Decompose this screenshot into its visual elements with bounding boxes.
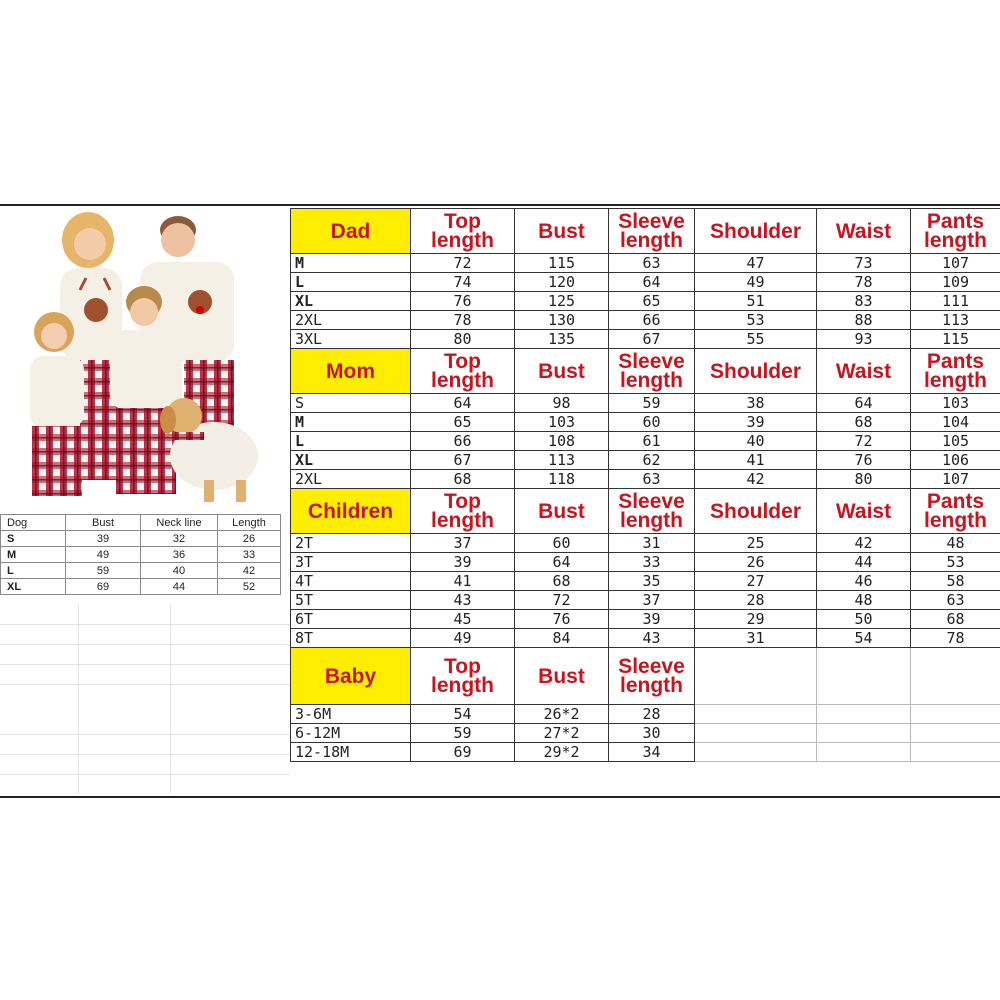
column-header: Top length: [411, 648, 515, 705]
table-row: [291, 330, 1000, 349]
measurement-cell: 60: [609, 413, 695, 432]
empty-cell: [817, 648, 911, 705]
dog-value: 59: [66, 563, 141, 579]
column-header: Top length: [411, 349, 515, 394]
measurement-cell: 43: [411, 591, 515, 610]
measurement-cell: 31: [695, 629, 817, 648]
table-row: [291, 572, 1000, 591]
measurement-cell: 48: [817, 591, 911, 610]
column-header: Top length: [411, 489, 515, 534]
measurement-cell: 46: [817, 572, 911, 591]
group-label: Children: [291, 489, 411, 534]
measurement-cell: 53: [911, 553, 1000, 572]
measurement-cell: 113: [911, 311, 1000, 330]
group-label: Mom: [291, 349, 411, 394]
measurement-cell: 53: [695, 311, 817, 330]
measurement-cell: 33: [609, 553, 695, 572]
measurement-cell: 40: [695, 432, 817, 451]
measurement-cell: 78: [411, 311, 515, 330]
column-header: Pants length: [911, 349, 1000, 394]
measurement-cell: 98: [515, 394, 609, 413]
empty-cell: [817, 705, 911, 724]
measurement-cell: 38: [695, 394, 817, 413]
measurement-cell: 103: [911, 394, 1000, 413]
measurement-cell: 49: [695, 273, 817, 292]
measurement-cell: 109: [911, 273, 1000, 292]
measurement-cell: 78: [911, 629, 1000, 648]
table-row: [291, 413, 1000, 432]
column-header: Bust: [515, 209, 609, 254]
dog-size: L: [1, 563, 66, 579]
measurement-cell: 111: [911, 292, 1000, 311]
size-label: 8T: [291, 629, 411, 648]
group-label: Dad: [291, 209, 411, 254]
table-row: [291, 254, 1000, 273]
size-label: 2XL: [291, 470, 411, 489]
table-row: [291, 470, 1000, 489]
size-label: S: [291, 394, 411, 413]
measurement-cell: 83: [817, 292, 911, 311]
dog-size-table: [0, 514, 281, 595]
dog-value: 36: [141, 547, 218, 563]
measurement-cell: 54: [411, 705, 515, 724]
measurement-cell: 59: [411, 724, 515, 743]
measurement-cell: 63: [911, 591, 1000, 610]
size-label: 12-18M: [291, 743, 411, 762]
measurement-cell: 43: [609, 629, 695, 648]
measurement-cell: 108: [515, 432, 609, 451]
table-row: [291, 610, 1000, 629]
measurement-cell: 58: [911, 572, 1000, 591]
measurement-cell: 80: [411, 330, 515, 349]
size-label: 5T: [291, 591, 411, 610]
dog-col-header: Length: [218, 515, 281, 531]
measurement-cell: 60: [515, 534, 609, 553]
measurement-cell: 115: [911, 330, 1000, 349]
measurement-cell: 80: [817, 470, 911, 489]
column-header: Shoulder: [695, 489, 817, 534]
measurement-cell: 65: [609, 292, 695, 311]
empty-cell: [695, 705, 817, 724]
dog-value: 40: [141, 563, 218, 579]
measurement-cell: 29*2: [515, 743, 609, 762]
measurement-cell: 29: [695, 610, 817, 629]
measurement-cell: 118: [515, 470, 609, 489]
column-header: Waist: [817, 209, 911, 254]
size-label: 6T: [291, 610, 411, 629]
measurement-cell: 41: [411, 572, 515, 591]
column-header: Pants length: [911, 209, 1000, 254]
measurement-cell: 27: [695, 572, 817, 591]
measurement-cell: 76: [411, 292, 515, 311]
empty-cell: [817, 724, 911, 743]
empty-cell: [911, 705, 1000, 724]
column-header: Sleeve length: [609, 209, 695, 254]
measurement-cell: 104: [911, 413, 1000, 432]
measurement-cell: 39: [609, 610, 695, 629]
dog-value: 26: [218, 531, 281, 547]
column-header: Pants length: [911, 489, 1000, 534]
family-pajama-photo: [18, 210, 284, 510]
empty-cell: [911, 648, 1000, 705]
empty-cell: [911, 743, 1000, 762]
column-header: Waist: [817, 349, 911, 394]
dog-col-header: Dog: [1, 515, 66, 531]
column-header: Waist: [817, 489, 911, 534]
size-label: M: [291, 413, 411, 432]
measurement-cell: 72: [817, 432, 911, 451]
size-label: XL: [291, 292, 411, 311]
size-label: 4T: [291, 572, 411, 591]
measurement-cell: 41: [695, 451, 817, 470]
empty-grid: [0, 604, 290, 794]
measurement-cell: 30: [609, 724, 695, 743]
dog-col-header: Bust: [66, 515, 141, 531]
group-header-baby: [291, 648, 1000, 705]
measurement-cell: 65: [411, 413, 515, 432]
measurement-cell: 68: [515, 572, 609, 591]
column-header: Sleeve length: [609, 349, 695, 394]
measurement-cell: 54: [817, 629, 911, 648]
size-label: L: [291, 273, 411, 292]
measurement-cell: 64: [609, 273, 695, 292]
measurement-cell: 64: [817, 394, 911, 413]
column-header: Sleeve length: [609, 648, 695, 705]
empty-cell: [695, 724, 817, 743]
table-row: [291, 553, 1000, 572]
size-label: XL: [291, 451, 411, 470]
measurement-cell: 72: [411, 254, 515, 273]
dog-value: 32: [141, 531, 218, 547]
measurement-cell: 62: [609, 451, 695, 470]
empty-cell: [817, 743, 911, 762]
measurement-cell: 107: [911, 254, 1000, 273]
column-header: Bust: [515, 349, 609, 394]
measurement-cell: 28: [695, 591, 817, 610]
dog-size: M: [1, 547, 66, 563]
family-size-table: [290, 208, 1000, 762]
dog-value: 52: [218, 579, 281, 595]
group-header-children: [291, 489, 1000, 534]
column-header: Sleeve length: [609, 489, 695, 534]
dog-table-header: [1, 515, 281, 531]
measurement-cell: 31: [609, 534, 695, 553]
measurement-cell: 63: [609, 254, 695, 273]
measurement-cell: 68: [817, 413, 911, 432]
group-header-mom: [291, 349, 1000, 394]
empty-cell: [695, 648, 817, 705]
table-row: [291, 311, 1000, 330]
dog-value: 39: [66, 531, 141, 547]
table-row: [291, 629, 1000, 648]
measurement-cell: 42: [695, 470, 817, 489]
table-row: [291, 451, 1000, 470]
measurement-cell: 76: [515, 610, 609, 629]
column-header: Bust: [515, 489, 609, 534]
measurement-cell: 107: [911, 470, 1000, 489]
measurement-cell: 73: [817, 254, 911, 273]
dog-value: 69: [66, 579, 141, 595]
measurement-cell: 50: [817, 610, 911, 629]
size-label: L: [291, 432, 411, 451]
table-row: [291, 743, 1000, 762]
measurement-cell: 51: [695, 292, 817, 311]
measurement-cell: 35: [609, 572, 695, 591]
measurement-cell: 39: [695, 413, 817, 432]
measurement-cell: 120: [515, 273, 609, 292]
measurement-cell: 26*2: [515, 705, 609, 724]
column-header: Shoulder: [695, 349, 817, 394]
column-header: Bust: [515, 648, 609, 705]
measurement-cell: 130: [515, 311, 609, 330]
measurement-cell: 113: [515, 451, 609, 470]
size-label: 3-6M: [291, 705, 411, 724]
measurement-cell: 66: [411, 432, 515, 451]
table-row: [291, 432, 1000, 451]
measurement-cell: 64: [411, 394, 515, 413]
group-label: Baby: [291, 648, 411, 705]
dog-value: 49: [66, 547, 141, 563]
measurement-cell: 55: [695, 330, 817, 349]
measurement-cell: 25: [695, 534, 817, 553]
dog-col-header: Neck line: [141, 515, 218, 531]
dog-table-row: [1, 579, 281, 595]
measurement-cell: 63: [609, 470, 695, 489]
empty-cell: [695, 743, 817, 762]
measurement-cell: 106: [911, 451, 1000, 470]
dog-table-row: [1, 531, 281, 547]
dog-table-row: [1, 563, 281, 579]
empty-cell: [911, 724, 1000, 743]
table-row: [291, 394, 1000, 413]
table-row: [291, 591, 1000, 610]
measurement-cell: 103: [515, 413, 609, 432]
group-header-dad: [291, 209, 1000, 254]
measurement-cell: 64: [515, 553, 609, 572]
measurement-cell: 42: [817, 534, 911, 553]
measurement-cell: 37: [609, 591, 695, 610]
size-chart-sheet: [0, 204, 1000, 798]
measurement-cell: 67: [609, 330, 695, 349]
table-row: [291, 534, 1000, 553]
measurement-cell: 125: [515, 292, 609, 311]
size-label: 2T: [291, 534, 411, 553]
measurement-cell: 39: [411, 553, 515, 572]
measurement-cell: 76: [817, 451, 911, 470]
dog-value: 33: [218, 547, 281, 563]
measurement-cell: 37: [411, 534, 515, 553]
measurement-cell: 68: [411, 470, 515, 489]
size-label: 3XL: [291, 330, 411, 349]
table-row: [291, 705, 1000, 724]
measurement-cell: 105: [911, 432, 1000, 451]
measurement-cell: 74: [411, 273, 515, 292]
measurement-cell: 66: [609, 311, 695, 330]
size-label: 2XL: [291, 311, 411, 330]
dog-value: 42: [218, 563, 281, 579]
measurement-cell: 28: [609, 705, 695, 724]
measurement-cell: 27*2: [515, 724, 609, 743]
measurement-cell: 45: [411, 610, 515, 629]
measurement-cell: 34: [609, 743, 695, 762]
measurement-cell: 84: [515, 629, 609, 648]
column-header: Shoulder: [695, 209, 817, 254]
size-label: 3T: [291, 553, 411, 572]
measurement-cell: 47: [695, 254, 817, 273]
column-header: Top length: [411, 209, 515, 254]
dog-value: 44: [141, 579, 218, 595]
table-row: [291, 724, 1000, 743]
measurement-cell: 67: [411, 451, 515, 470]
measurement-cell: 88: [817, 311, 911, 330]
measurement-cell: 135: [515, 330, 609, 349]
dog-table-row: [1, 547, 281, 563]
size-label: 6-12M: [291, 724, 411, 743]
table-row: [291, 273, 1000, 292]
measurement-cell: 115: [515, 254, 609, 273]
table-row: [291, 292, 1000, 311]
measurement-cell: 78: [817, 273, 911, 292]
size-label: M: [291, 254, 411, 273]
dog-size: XL: [1, 579, 66, 595]
measurement-cell: 72: [515, 591, 609, 610]
measurement-cell: 68: [911, 610, 1000, 629]
measurement-cell: 49: [411, 629, 515, 648]
measurement-cell: 61: [609, 432, 695, 451]
measurement-cell: 59: [609, 394, 695, 413]
measurement-cell: 44: [817, 553, 911, 572]
dog-size: S: [1, 531, 66, 547]
measurement-cell: 69: [411, 743, 515, 762]
measurement-cell: 93: [817, 330, 911, 349]
measurement-cell: 26: [695, 553, 817, 572]
measurement-cell: 48: [911, 534, 1000, 553]
